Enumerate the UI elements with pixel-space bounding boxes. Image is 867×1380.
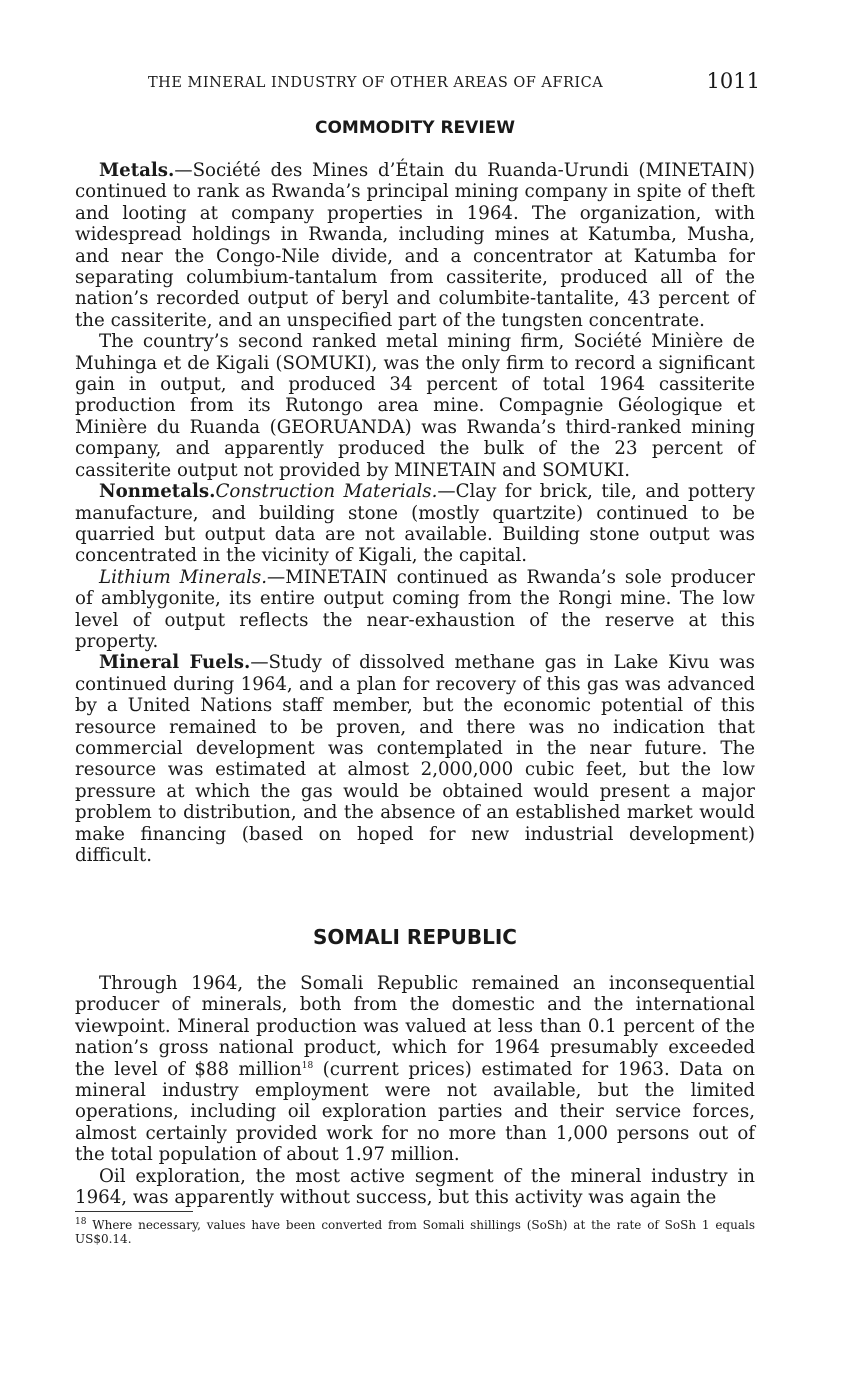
lead-nonmetals: Nonmetals. [99, 481, 216, 503]
paragraph-somali-2: Oil exploration, the most active segment of the mineral industry in 1964, was apparently without success, but this activity was again the [75, 1165, 755, 1209]
paragraph-metals-2: The country’s second ranked metal mining firm, Société Minière de Muhinga et de Kigali (SOMUKI), was the only firm to record a significant gain in output, and produced 34 percent of total 1964 cassiterite production from its Rutongo area mine. Compagnie Géologique et Minière du Ruanda (GEORUANDA) was Rwanda’s third-ranked mining company, and apparently produced the bulk of the 23 percent of cassiterite output not provided by MINETAIN and SOMUKI. [75, 331, 755, 481]
section-heading-somali-republic: SOMALI REPUBLIC [312, 925, 517, 949]
footnote-ref-18[interactable]: 18 [301, 1060, 314, 1071]
sublead-lithium-minerals: Lithium Minerals. [99, 566, 268, 588]
running-head-title: THE MINERAL INDUSTRY OF OTHER AREAS OF AFRICA [148, 75, 604, 91]
paragraph-lithium: Lithium Minerals.—MINETAIN continued as Rwanda’s sole producer of amblygonite, its entire output coming from the Rongi mine. The low level of output reflects the near-exhaustion of the reserve at this property. [75, 566, 755, 652]
paragraph-mineral-fuels: Mineral Fuels.—Study of dissolved methane gas in Lake Kivu was continued during 1964, and a plan for recovery of this gas was advanced by a United Nations staff member, but the economic potential of this resource remained to be proven, and there was no indication that commercial development was contemplated in the near future. The resource was estimated at almost 2,000,000 cubic feet, but the low pressure at which the gas would be obtained would present a major problem to distribution, and the absence of an established market would make financing (based on hoped for new industrial development) difficult. [75, 652, 756, 866]
paragraph-somali-1: Through 1964, the Somali Republic remained an inconsequential producer of minerals, both from the domestic and the international viewpoint. Mineral production was valued at less than 0.1 percent of the nation’s gross national product, which for 1964 presumably exceeded the level of $88 million$^{18}$ (current prices) estimated for 1963. Data on mineral industry employment were not available, but the limited operations, including oil exploration parties and their service forces, almost certainly provided work for no more than 1,000 persons out of the total population of about 1.97 million. [75, 973, 755, 1166]
footnote-divider [75, 1211, 193, 1212]
lead-mineral-fuels: Mineral Fuels. [99, 652, 251, 674]
somali-body [75, 973, 755, 1208]
paragraph-nonmetals: Nonmetals.Construction Materials.—Clay for brick, tile, and pottery manufacture, and building stone (mostly quartzite) continued to be quarried but output data are not available. Building stone output was concentrated in the vicinity of Kigali, the capital. [75, 481, 755, 567]
sublead-construction-materials: Construction Materials. [215, 481, 438, 503]
section-heading-commodity-review: COMMODITY REVIEW [314, 118, 516, 138]
footnote-18: $^{18}$ Where necessary, values have been converted from Somali shillings (SoSh) at the rate of SoSh 1 equals US$0.14. [75, 1217, 755, 1246]
running-head [148, 69, 760, 93]
paragraph-metals: Metals.—Société des Mines d’Étain du Ruanda-Urundi (MINETAIN) continued to rank as Rwanda’s principal mining company in spite of theft and looting at company properties in 1964. The organization, with widespread holdings in Rwanda, including mines at Katumba, Musha, and near the Congo-Nile divide, and a concentrator at Katumba for separating columbium-tantalum from cassiterite, produced all of the nation’s recorded output of beryl and columbite-tantalite, 43 percent of the cassiterite, and an unspecified part of the tungsten concentrate. [75, 160, 755, 331]
commodity-review-body [75, 160, 755, 866]
page-number: 1011 [706, 69, 760, 93]
footnote-number: 18 [75, 1217, 87, 1227]
lead-metals: Metals. [99, 160, 175, 181]
